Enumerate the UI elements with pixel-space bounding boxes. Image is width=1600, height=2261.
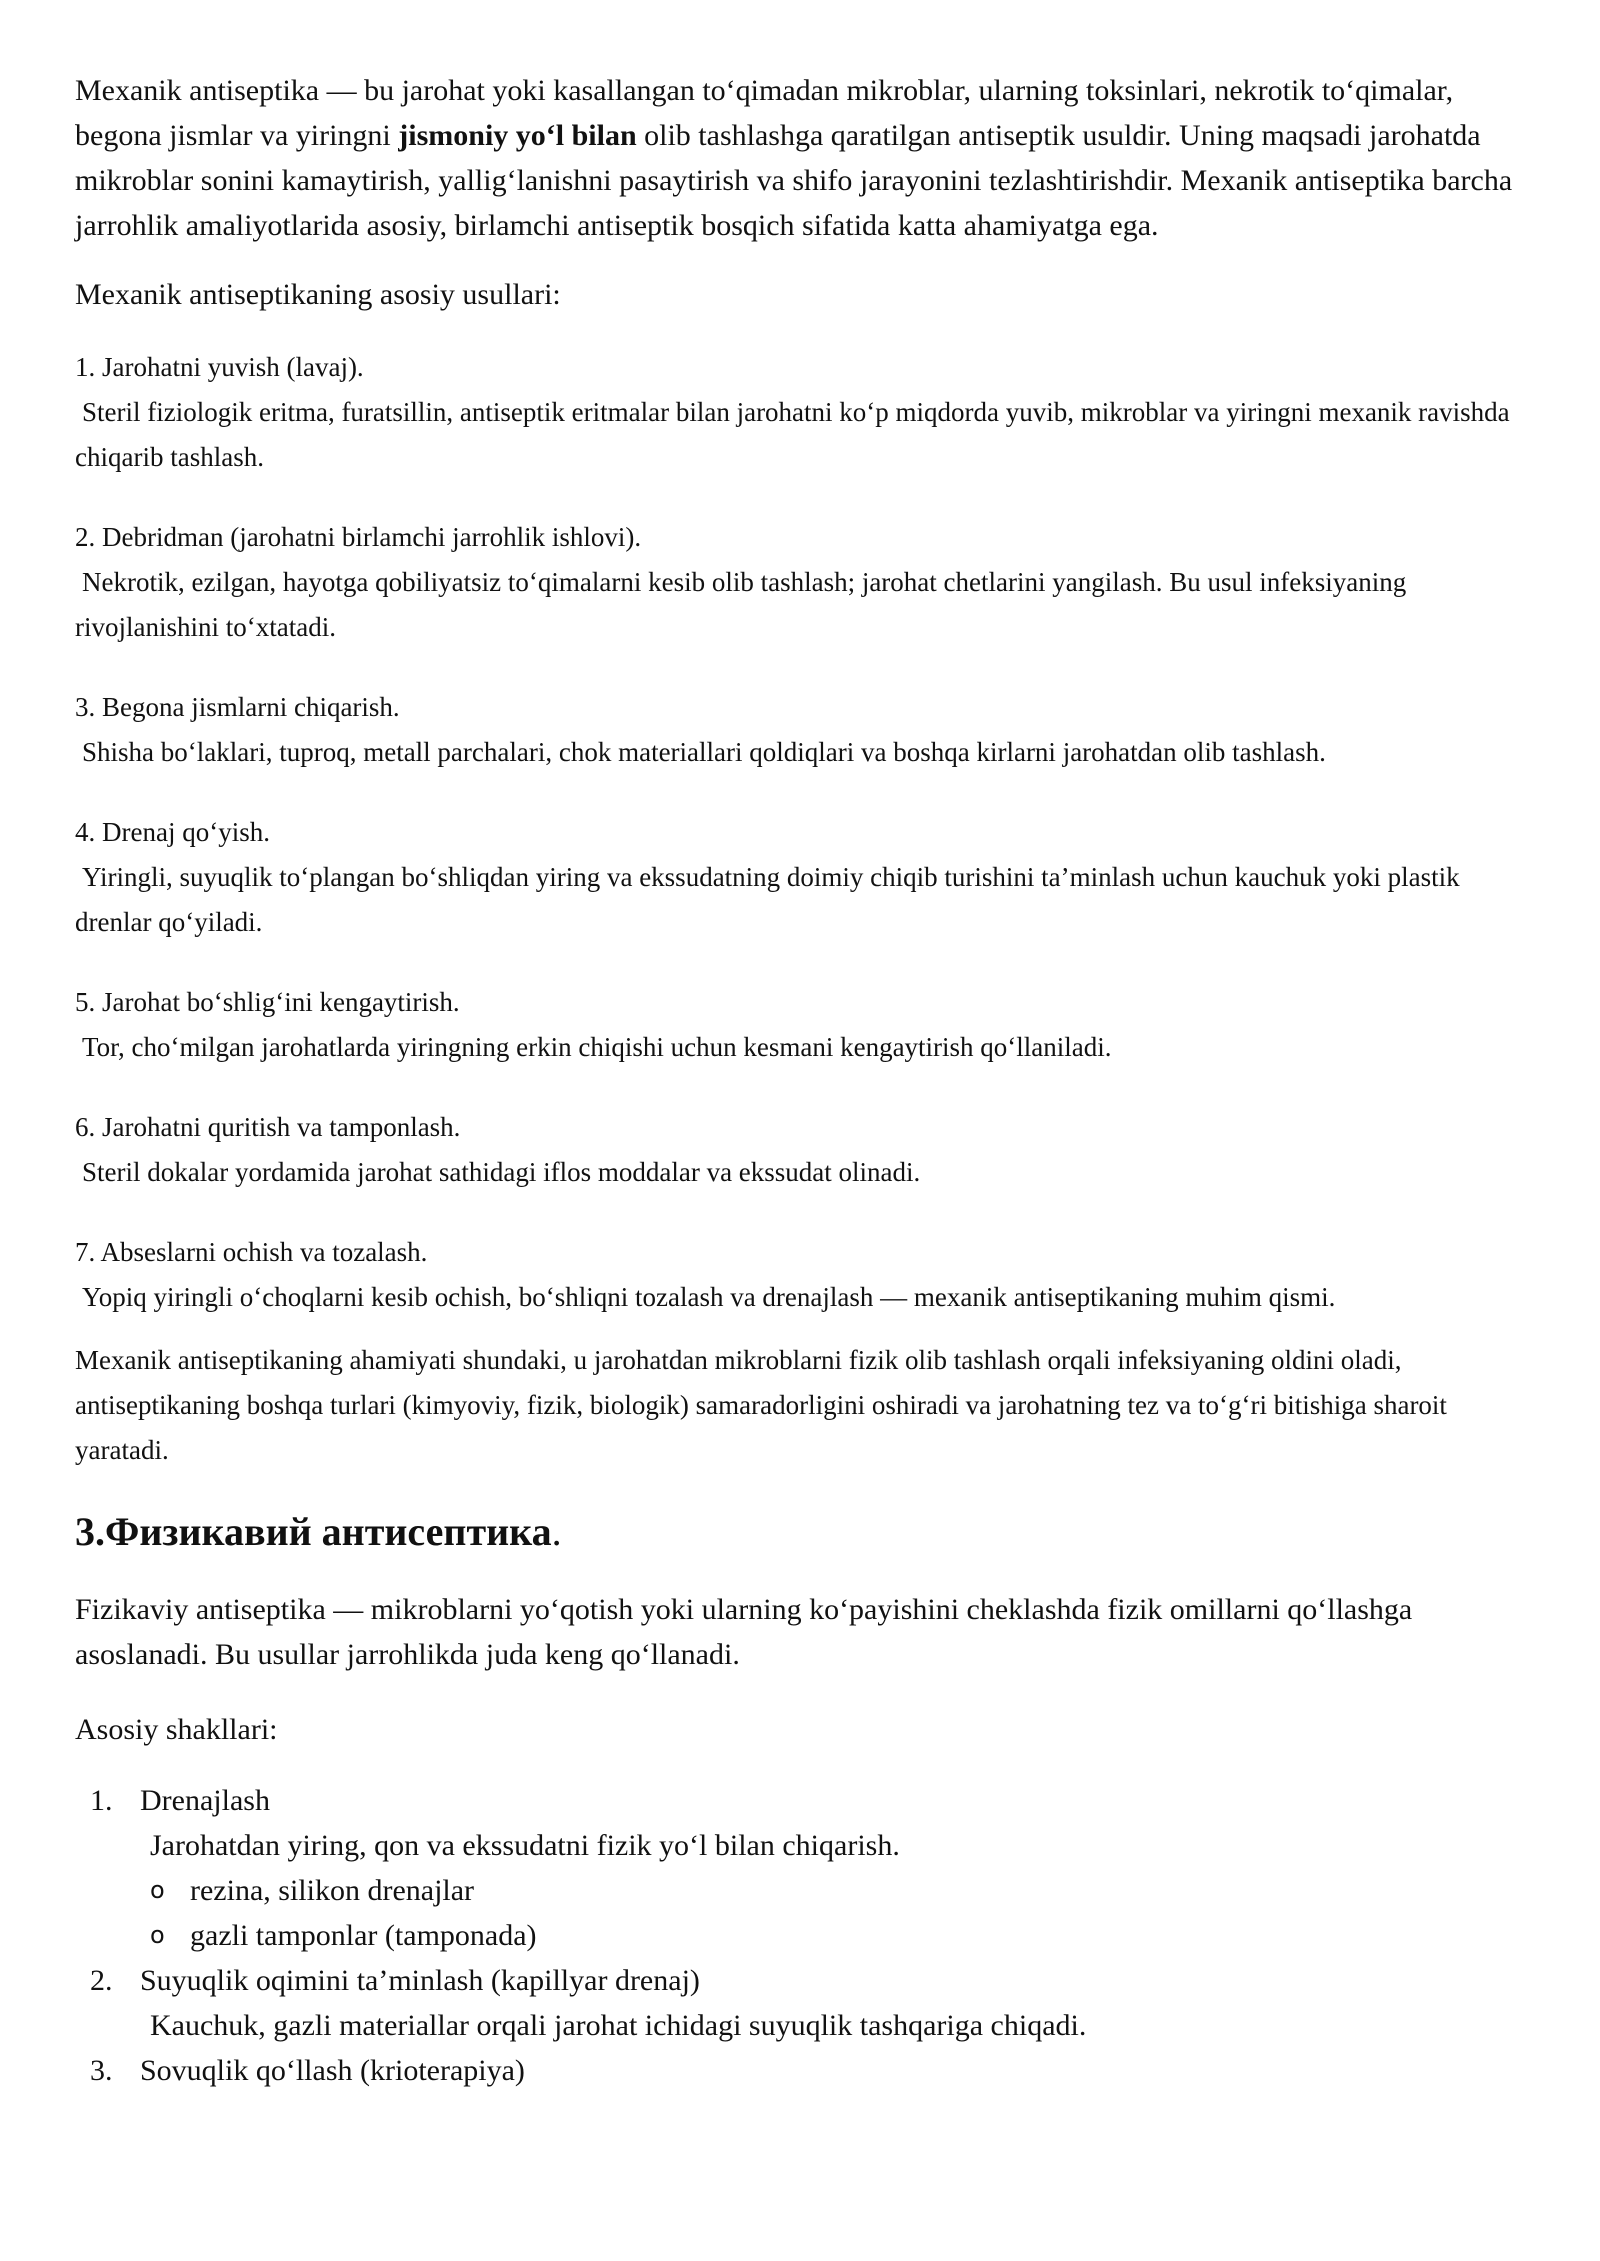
method-description: Tor, cho‘milgan jarohatlarda yiringning erkin chiqishi uchun kesmani kengaytirish qo‘llaniladi. [82, 1032, 1112, 1062]
method-item [75, 345, 1535, 480]
list-number: 1. [90, 1784, 113, 1817]
method-title: 4. Drenaj qo‘yish. [75, 817, 270, 847]
list-number: 3. [90, 2054, 113, 2087]
method-item [75, 1230, 1535, 1320]
method-description: Steril dokalar yordamida jarohat sathidagi iflos moddalar va ekssudat olinadi. [82, 1157, 921, 1187]
method-title: 1. Jarohatni yuvish (lavaj). [75, 352, 364, 382]
form-item [75, 1778, 1535, 1958]
method-description: Yopiq yiringli o‘choqlarni kesib ochish, bo‘shliqni tozalash va drenajlash — mexanik antiseptikaning muhim qismi. [82, 1282, 1336, 1312]
bullet-icon: o [150, 1876, 165, 1904]
section-heading [75, 1507, 1535, 1557]
list-number: 2. [90, 1964, 113, 1997]
form-sub-list [140, 1868, 1535, 1958]
sub-list-item [140, 1913, 1535, 1958]
method-item [75, 685, 1535, 775]
form-title: Drenajlash [140, 1784, 270, 1817]
forms-label: Asosiy shakllari: [75, 1713, 278, 1746]
method-item [75, 980, 1535, 1070]
form-description: Kauchuk, gazli materiallar orqali jarohat ichidagi suyuqlik tashqariga chiqadi. [150, 2009, 1087, 2042]
form-item [75, 2048, 1535, 2093]
sub-item-text: gazli tamponlar (tamponada) [190, 1919, 537, 1952]
method-description: Nekrotik, ezilgan, hayotga qobiliyatsiz to‘qimalarni kesib olib tashlash; jarohat chetlarini yangilash. Bu usul infeksiyaning rivojlanishini to‘xtatadi. [75, 567, 1407, 642]
method-title: 2. Debridman (jarohatni birlamchi jarrohlik ishlovi). [75, 522, 642, 552]
sub-item-text: rezina, silikon drenajlar [190, 1874, 475, 1907]
form-title: Suyuqlik oqimini ta’minlash (kapillyar drenaj) [140, 1964, 700, 1997]
method-title: 7. Abseslarni ochish va tozalash. [75, 1237, 428, 1267]
methods-intro: Mexanik antiseptikaning asosiy usullari: [75, 278, 561, 311]
method-description: Shisha bo‘laklari, tuproq, metall parchalari, chok materiallari qoldiqlari va boshqa kirlarni jarohatdan olib tashlash. [82, 737, 1326, 767]
section-heading-text: 3.Физикавий антисептика [75, 1509, 552, 1554]
intro-text-part2: olib tashlashga qaratilgan antiseptik usuldir. Uning maqsadi jarohatda mikroblar sonini kamaytirish, yallig‘lanishni pasaytirish va shifo jarayonini tezlashtirishdir. Mexanik antiseptika barcha jarrohlik amaliyotlarida asosiy, birlamchi antiseptik bosqich sifatida katta ahamiyatga ega. [75, 119, 1513, 242]
intro-text-part1: Mexanik antiseptika — bu jarohat yoki kasallangan to‘qimadan mikroblar, ularning toksinlari, nekrotik to‘qimalar, begona jismlar va yiringni [75, 74, 1454, 152]
method-title: 6. Jarohatni quritish va tamponlash. [75, 1112, 461, 1142]
sub-list-item [140, 1868, 1535, 1913]
method-title: 5. Jarohat bo‘shlig‘ini kengaytirish. [75, 987, 460, 1017]
form-item [75, 1958, 1535, 2048]
method-item [75, 810, 1535, 945]
method-description: Steril fiziologik eritma, furatsillin, antiseptik eritmalar bilan jarohatni ko‘p miqdorda yuvib, mikroblar va yiringni mexanik ravishda chiqarib tashlash. [75, 397, 1510, 472]
forms-list [75, 1778, 1535, 2093]
bullet-icon: o [150, 1921, 165, 1949]
form-description: Jarohatdan yiring, qon va ekssudatni fizik yo‘l bilan chiqarish. [150, 1829, 900, 1862]
method-item [75, 515, 1535, 650]
document-page [75, 68, 1535, 2093]
methods-list [75, 345, 1535, 1320]
method-title: 3. Begona jismlarni chiqarish. [75, 692, 400, 722]
method-item [75, 1105, 1535, 1195]
intro-paragraph [75, 68, 1535, 248]
section-heading-suffix: . [551, 1509, 562, 1554]
importance-paragraph: Mexanik antiseptikaning ahamiyati shundaki, u jarohatdan mikroblarni fizik olib tashlash orqali infeksiyaning oldini oladi, antiseptikaning boshqa turlari (kimyoviy, fizik, biologik) samaradorligini oshiradi va jarohatning tez va to‘g‘ri bitishiga sharoit yaratadi. [75, 1345, 1447, 1465]
form-title: Sovuqlik qo‘llash (krioterapiya) [140, 2054, 525, 2087]
method-description: Yiringli, suyuqlik to‘plangan bo‘shliqdan yiring va ekssudatning doimiy chiqib turishini ta’minlash uchun kauchuk yoki plastik drenlar qo‘yiladi. [75, 862, 1460, 937]
fizikaviy-intro: Fizikaviy antiseptika — mikroblarni yo‘qotish yoki ularning ko‘payishini cheklashda fizik omillarni qo‘llashga asoslanadi. Bu usullar jarrohlikda juda keng qo‘llanadi. [75, 1593, 1413, 1671]
intro-bold-phrase: jismoniy yo‘l bilan [398, 119, 637, 152]
